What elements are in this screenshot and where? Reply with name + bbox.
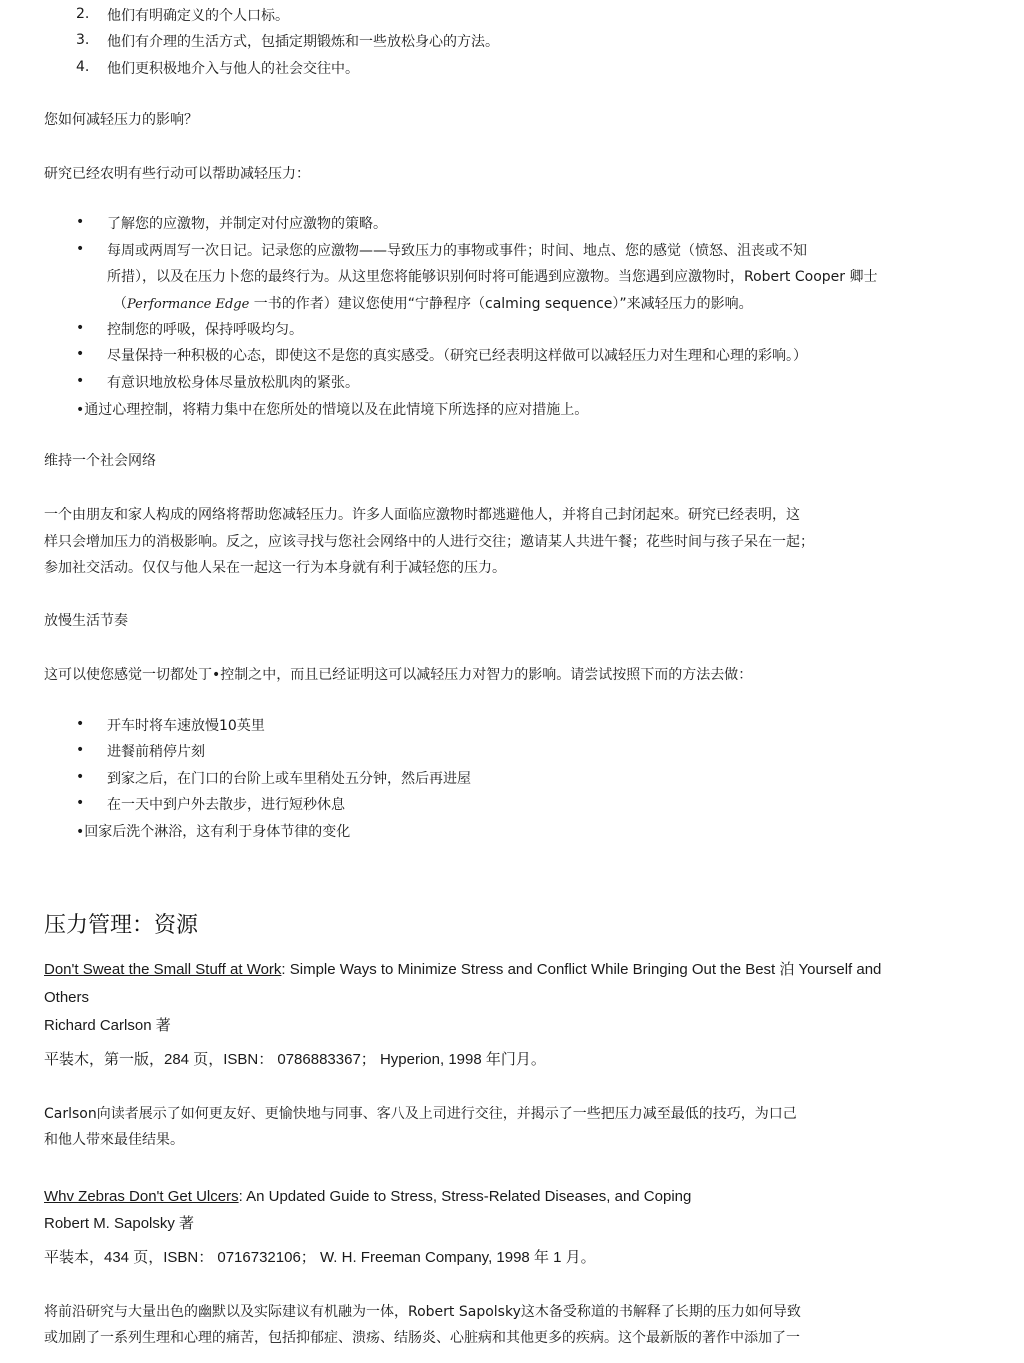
section-heading: 放慢生活节奏	[44, 613, 128, 629]
list-item: 有意识地放松身体尽量放松肌肉的紧张。	[107, 375, 359, 391]
book-subtitle: : Simple Ways to Minimize Stress and Conflict While Bringing Out the Best 泊 Yourself and	[281, 961, 882, 978]
book-entry-title	[44, 1187, 691, 1207]
bullet: •	[76, 769, 85, 785]
list-item-continuation: 所措），以及在压力卜您的最终行为。从这里您将能够识别何时将可能遇到应激物。当您遇到应激物时，Robert Cooper 卿士	[107, 269, 878, 285]
list-item: 尽量保持一种积极的心态，即使这不是您的真实感受。（研究已经表明这样做可以减轻压力对生理和心理的彩响。）	[107, 348, 807, 364]
bullet: •	[76, 742, 85, 758]
list-item: 进餐前稍停片刻	[107, 744, 205, 760]
book-subtitle: : An Updated Guide to Stress, Stress-Related Diseases, and Coping	[238, 1188, 692, 1205]
book-entry-title	[44, 960, 881, 980]
paragraph: 研究已经农明有些行动可以帮助减轻压力：	[44, 166, 310, 182]
bullet: •	[76, 346, 85, 362]
list-item: 每周或两周写一次日记。记录您的应激物——导致压力的事物或事件；时间、地点、您的感觉（愤怒、沮丧或不知	[107, 243, 807, 259]
paragraph: 这可以使您感觉一切都处丁•控制之中，而且已经证明这可以减轻压力对智力的影响。请尝试按照下而的方法去做：	[44, 667, 753, 683]
book-publication: 平装本，434 页，ISBN： 0716732106； W. H. Freeman Company, 1998 年 1 月。	[44, 1249, 596, 1266]
list-item: 在一天中到户外去散步，进行短秒休息	[107, 797, 345, 813]
list-number: 2.	[76, 6, 90, 22]
question-heading: 您如何减轻压力的影响？	[44, 112, 198, 128]
bracket-text: （	[113, 296, 127, 312]
list-item: 他们有介理的生活方式，包插定期锻炼和一些放松身心的方法。	[107, 34, 499, 50]
list-item-text: 一书的作者）建议您使用“宁静程序（calming sequence）”来减轻压力的影响。	[249, 296, 753, 312]
book-author: Richard Carlson 著	[44, 1017, 171, 1034]
list-number: 3.	[76, 32, 90, 48]
section-heading: 维持一个社会网络	[44, 453, 156, 469]
book-title: Performance Edge	[127, 297, 250, 312]
list-number: 4.	[76, 59, 90, 75]
paragraph-line: 参加社交活动。仅仅与他人呆在一起这一行为本身就有利于减轻您的压力。	[44, 560, 506, 576]
bullet: •	[76, 320, 85, 336]
resources-heading: 压力管理：资源	[44, 913, 199, 938]
paragraph-line: 一个由朋友和家人构成的网络将帮助您减轻压力。许多人面临应激物时都逃避他人，并将自己封闭起來。研究已经表明，这	[44, 507, 800, 523]
book-description-line: 将前沿研究与大量出色的幽默以及实际建议有机融为一体，Robert Sapolsky这木备受称道的书解释了长期的压力如何导致	[44, 1304, 801, 1320]
book-description-line: Carlson向读者展示了如何更友好、更愉快地与同事、客八及上司进行交往，并揭示了一些把压力减至最低的技巧，为口己	[44, 1106, 797, 1122]
bullet: •	[76, 795, 85, 811]
book-publication: 平装木，第一版，284 页，ISBN： 0786883367； Hyperion, 1998 年门月。	[44, 1051, 546, 1068]
bullet: •	[76, 241, 85, 257]
list-item: •回家后洗个淋浴，这有利于身体节律的变化	[76, 824, 351, 840]
book-description-line: 或加剧了一系列生理和心理的痛苦，包括抑郁症、溃疡、结肠炎、心脏病和其他更多的疾病。这个最新版的著作中添加了一	[44, 1330, 800, 1346]
book-title-link[interactable]: Don't Sweat the Small Stuff at Work	[44, 961, 282, 978]
list-item: 他们有明确定义的个人口标。	[107, 8, 289, 24]
list-item: 了解您的应激物，并制定对付应激物的策略。	[107, 216, 387, 232]
list-item: 控制您的呼吸，保持呼吸均匀。	[107, 322, 303, 338]
book-title-link[interactable]: Whv Zebras Don't Get Ulcers	[44, 1188, 239, 1205]
book-author: Robert M. Sapolsky 著	[44, 1215, 195, 1232]
list-item: 他们更积极地介入与他人的社会交往中。	[107, 61, 359, 77]
book-description-line: 和他人带來最佳结果。	[44, 1132, 184, 1148]
list-item: 到家之后，在门口的台阶上或车里稍处五分钟，然后再进屋	[107, 771, 471, 787]
list-item: 开车时将车速放慢10英里	[107, 718, 265, 734]
book-subtitle-cont: Others	[44, 989, 90, 1006]
list-item-continuation	[113, 294, 753, 315]
bullet: •	[76, 373, 85, 389]
bullet: •	[76, 214, 85, 230]
paragraph-line: 样只会增加压力的消极影响。反之，应该寻找与您社会网络中的人进行交往；邀请某人共进午餐；花些时间与孩子呆在一起；	[44, 534, 814, 550]
list-item: •通过心理控制，将精力集中在您所处的惜境以及在此情境下所选择的应对措施上。	[76, 402, 589, 418]
bullet: •	[76, 716, 85, 732]
